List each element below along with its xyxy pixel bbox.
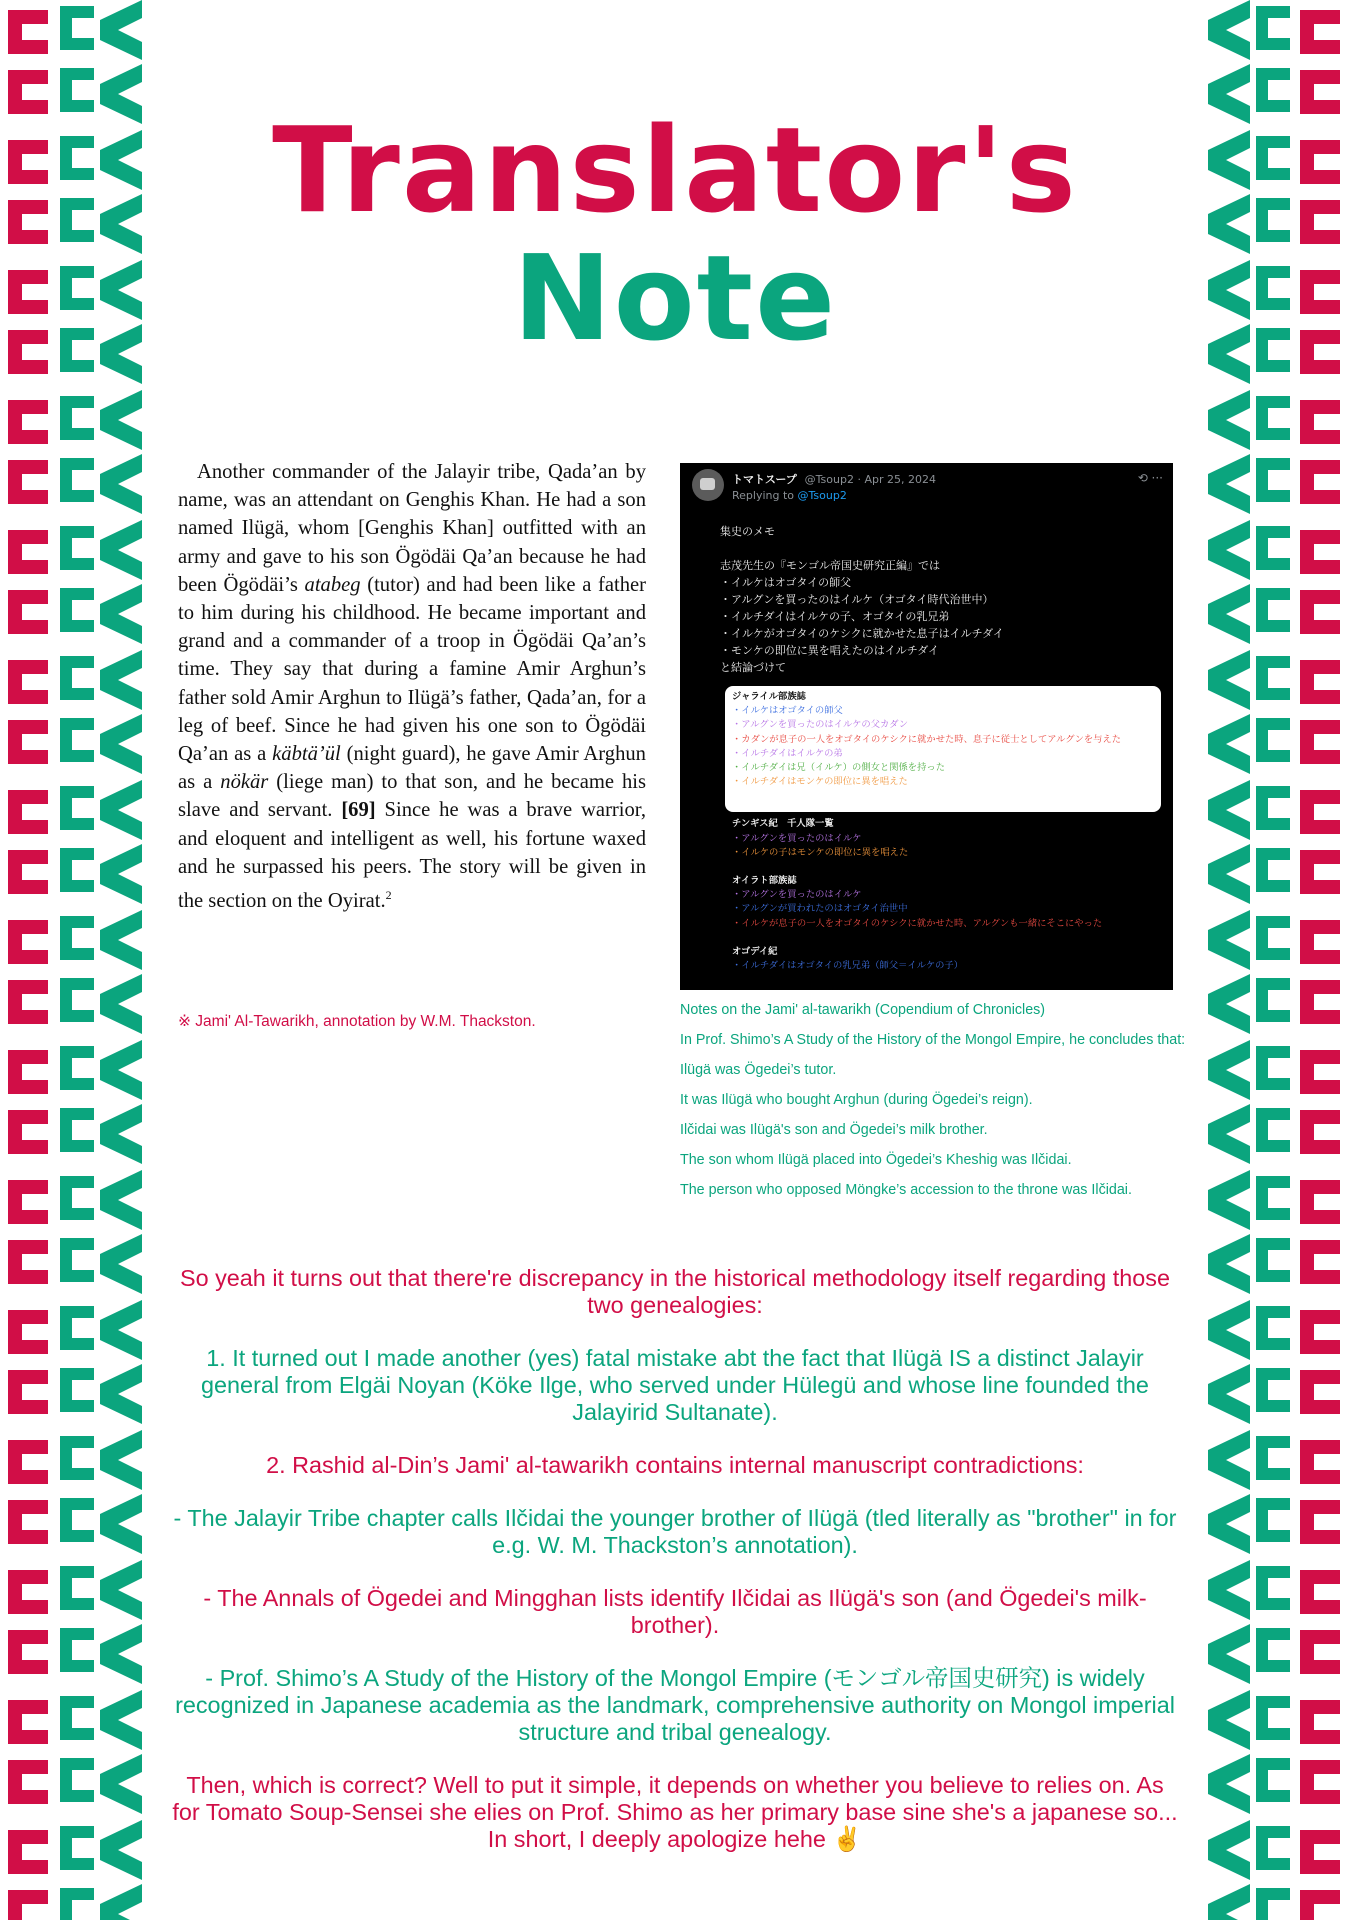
tweet-translation-notes: [680, 1002, 1200, 1212]
decorative-border-left: [0, 0, 150, 1920]
tweet-line: ・モンケの即位に異を唱えたのはイルチダイ: [720, 644, 940, 657]
excerpt-text: Another commander of the Jalayir tribe, Qada’an by name, was an attendant on Genghis Khan. He had a son named Ilügä, whom [Genghis Khan] outfitted with an army and gave to his son Ögödäi Qa’an because he had been Ögödäi’s: [178, 461, 646, 596]
section-item: ・イルケが息子の一人をオゴタイのケシクに就かせた時、アルグンも一緒にそこにやった: [732, 917, 1103, 929]
tweet-line: ・イルケがオゴタイのケシクに就かせた息子はイルチダイ: [720, 627, 1004, 640]
commentary-subpoint: - The Jalayir Tribe chapter calls Ilčidai the younger brother of Ilügä (tled literally as "brother" in for e.g. W. M. Thackston’s annotation).: [173, 1505, 1177, 1558]
excerpt-reference-number: [69]: [341, 799, 376, 822]
commentary-apology: [170, 1826, 1180, 1853]
excerpt-caption: ※ Jami' Al-Tawarikh, annotation by W.M. Thackston.: [178, 1013, 536, 1030]
tweet-line: ・イルチダイはイルケの子、オゴタイの乳兄弟: [720, 610, 950, 623]
note-line: The person who opposed Möngke’s accession to the throne was Ilčidai.: [680, 1182, 1132, 1198]
section-heading: オゴデイ紀: [732, 945, 778, 957]
section-heading: オイラト部族誌: [732, 875, 797, 887]
excerpt-paragraph: [178, 458, 646, 915]
reply-handle-link[interactable]: @Tsoup2: [797, 489, 847, 502]
commentary-subpoint: - The Annals of Ögedei and Mingghan lists identify Ilčidai as Ilügä's son (and Ögedei's milk-brother).: [203, 1585, 1147, 1638]
excerpt-text: (night guard), he gave Amir Arghun as a: [178, 743, 646, 794]
excerpt-text: Since he was a brave warrior, and eloquent and intelligent as well, his fortune waxed and he surpassed his peers. The story will be given in the section on the Oyirat.: [178, 799, 646, 912]
tweet-author-name: トマトスープ: [732, 473, 797, 486]
victory-hand-icon: ✌: [832, 1826, 863, 1853]
tweet-line: 集史のメモ: [720, 525, 775, 538]
section-item: ・イルチダイはモンケの即位に異を唱えた: [732, 776, 908, 788]
page-title-line2: Note: [512, 229, 838, 367]
tweet-line: ・アルグンを買ったのはイルケ（オゴタイ時代治世中）: [720, 593, 994, 606]
tweet-screenshot: [680, 463, 1173, 990]
note-line: Notes on the Jami' al-tawarikh (Copendium of Chronicles): [680, 1002, 1046, 1018]
tweet-author-handle: @Tsoup2 · Apr 25, 2024: [804, 473, 936, 486]
decorative-border-right: [1200, 0, 1350, 1920]
section-item: ・アルグンが買われたのはオゴタイ治世中: [732, 903, 908, 915]
note-line: The son whom Ilügä placed into Ögedei’s Kheshig was Ilčidai.: [680, 1152, 1072, 1168]
section-item: ・カダンが息子の一人をオゴタイのケシクに就かせた時、息子に従士としてアルグンを与えた: [732, 733, 1122, 745]
excerpt-italic-term: nökär: [220, 771, 269, 794]
section-item: ・イルチダイは兄（イルケ）の側女と関係を持った: [732, 762, 945, 774]
more-options-icon[interactable]: ⟲ ···: [1137, 471, 1163, 485]
section-item: ・イルケの子はモンケの即位に異を唱えた: [732, 846, 909, 858]
book-excerpt: [178, 458, 646, 915]
avatar: [692, 469, 724, 501]
tweet-reply-context: [732, 489, 847, 502]
note-line: Ilčidai was Ilügä's son and Ögedei’s milk brother.: [680, 1122, 988, 1138]
section-heading: ジャライル部族誌: [732, 691, 806, 702]
note-line: In Prof. Shimo’s A Study of the History of the Mongol Empire, he concludes that:: [680, 1032, 1186, 1048]
tweet-body: [720, 523, 1163, 676]
excerpt-italic-term: käbtä’ül: [272, 743, 341, 766]
commentary-point-1: 1. It turned out I made another (yes) fatal mistake abt the fact that Ilügä IS a distinct Jalayir general from Elgäi Noyan (Köke Ilge, who served under Hülegü and whose line founded the Jalayirid Sultanate).: [201, 1345, 1149, 1425]
excerpt-italic-term: atabeg: [304, 573, 361, 596]
commentary-intro: So yeah it turns out that there're discrepancy in the historical methodology itself regarding those two genealogies:: [179, 1265, 1171, 1318]
translator-commentary: [170, 1265, 1180, 1853]
section-item: ・イルチダイはオゴタイの乳兄弟（師父＝イルケの子）: [732, 960, 964, 972]
tweet-line: と結論づけて: [720, 661, 786, 674]
section-heading: チンギス紀 千人隊一覧: [732, 818, 834, 830]
tweet-author: [732, 471, 936, 487]
commentary-closing: Then, which is correct? Well to put it simple, it depends on whether you believe to relies on. As for Tomato Soup-Sensei she elies on Prof. Shimo as her primary base sine she's a japanese so...: [172, 1772, 1178, 1825]
excerpt-text: (liege man) to that son, and he became his slave and servant.: [178, 771, 647, 822]
section-item: ・アルグンを買ったのはイルケの父カダン: [732, 719, 908, 731]
tweet-line: 志茂先生の『モンゴル帝国史研究正編』では: [720, 559, 940, 572]
note-line: It was Ilügä who bought Arghun (during Ögedei’s reign).: [680, 1092, 1033, 1108]
excerpt-text: (tutor) and had been like a father to him during his childhood. He became important and grand and a commander of a troop in Ögödäi Qa’an’s time. They say that during a famine Amir Arghun’s father sold Amir Arghun to Ilügä’s father, Qada’an, for a leg of beef. Since he had given his one son to Ögödäi Qa’an as a: [178, 573, 646, 766]
tweet-image-content: [732, 690, 1165, 973]
commentary-subpoint: - Prof. Shimo’s A Study of the History of the Mongol Empire (モンゴル帝国史研究) is widely recognized in Japanese academia as the landmark, comprehensive authority on Mongol imperial structure and tribal genealogy.: [175, 1665, 1175, 1745]
excerpt-footnote-marker: 2: [385, 888, 392, 903]
section-item: ・アルグンを買ったのはイルケ: [732, 832, 862, 844]
reply-prefix: Replying to: [732, 489, 795, 502]
apology-text: In short, I deeply apologize hehe: [487, 1826, 826, 1852]
note-line: Ilügä was Ögedei’s tutor.: [680, 1062, 837, 1078]
section-item: ・アルグンを買ったのはイルケ: [732, 889, 862, 901]
tweet-line: ・イルケはオゴタイの師父: [720, 576, 852, 589]
tweet-header: [690, 467, 1163, 509]
page-title-line1: Translator's: [272, 101, 1078, 239]
section-item: ・イルケはオゴタイの師父: [732, 705, 843, 717]
section-item: ・イルチダイはイルケの弟: [732, 747, 843, 759]
commentary-point-2: 2. Rashid al-Din’s Jami' al-tawarikh contains internal manuscript contradictions:: [266, 1452, 1084, 1478]
